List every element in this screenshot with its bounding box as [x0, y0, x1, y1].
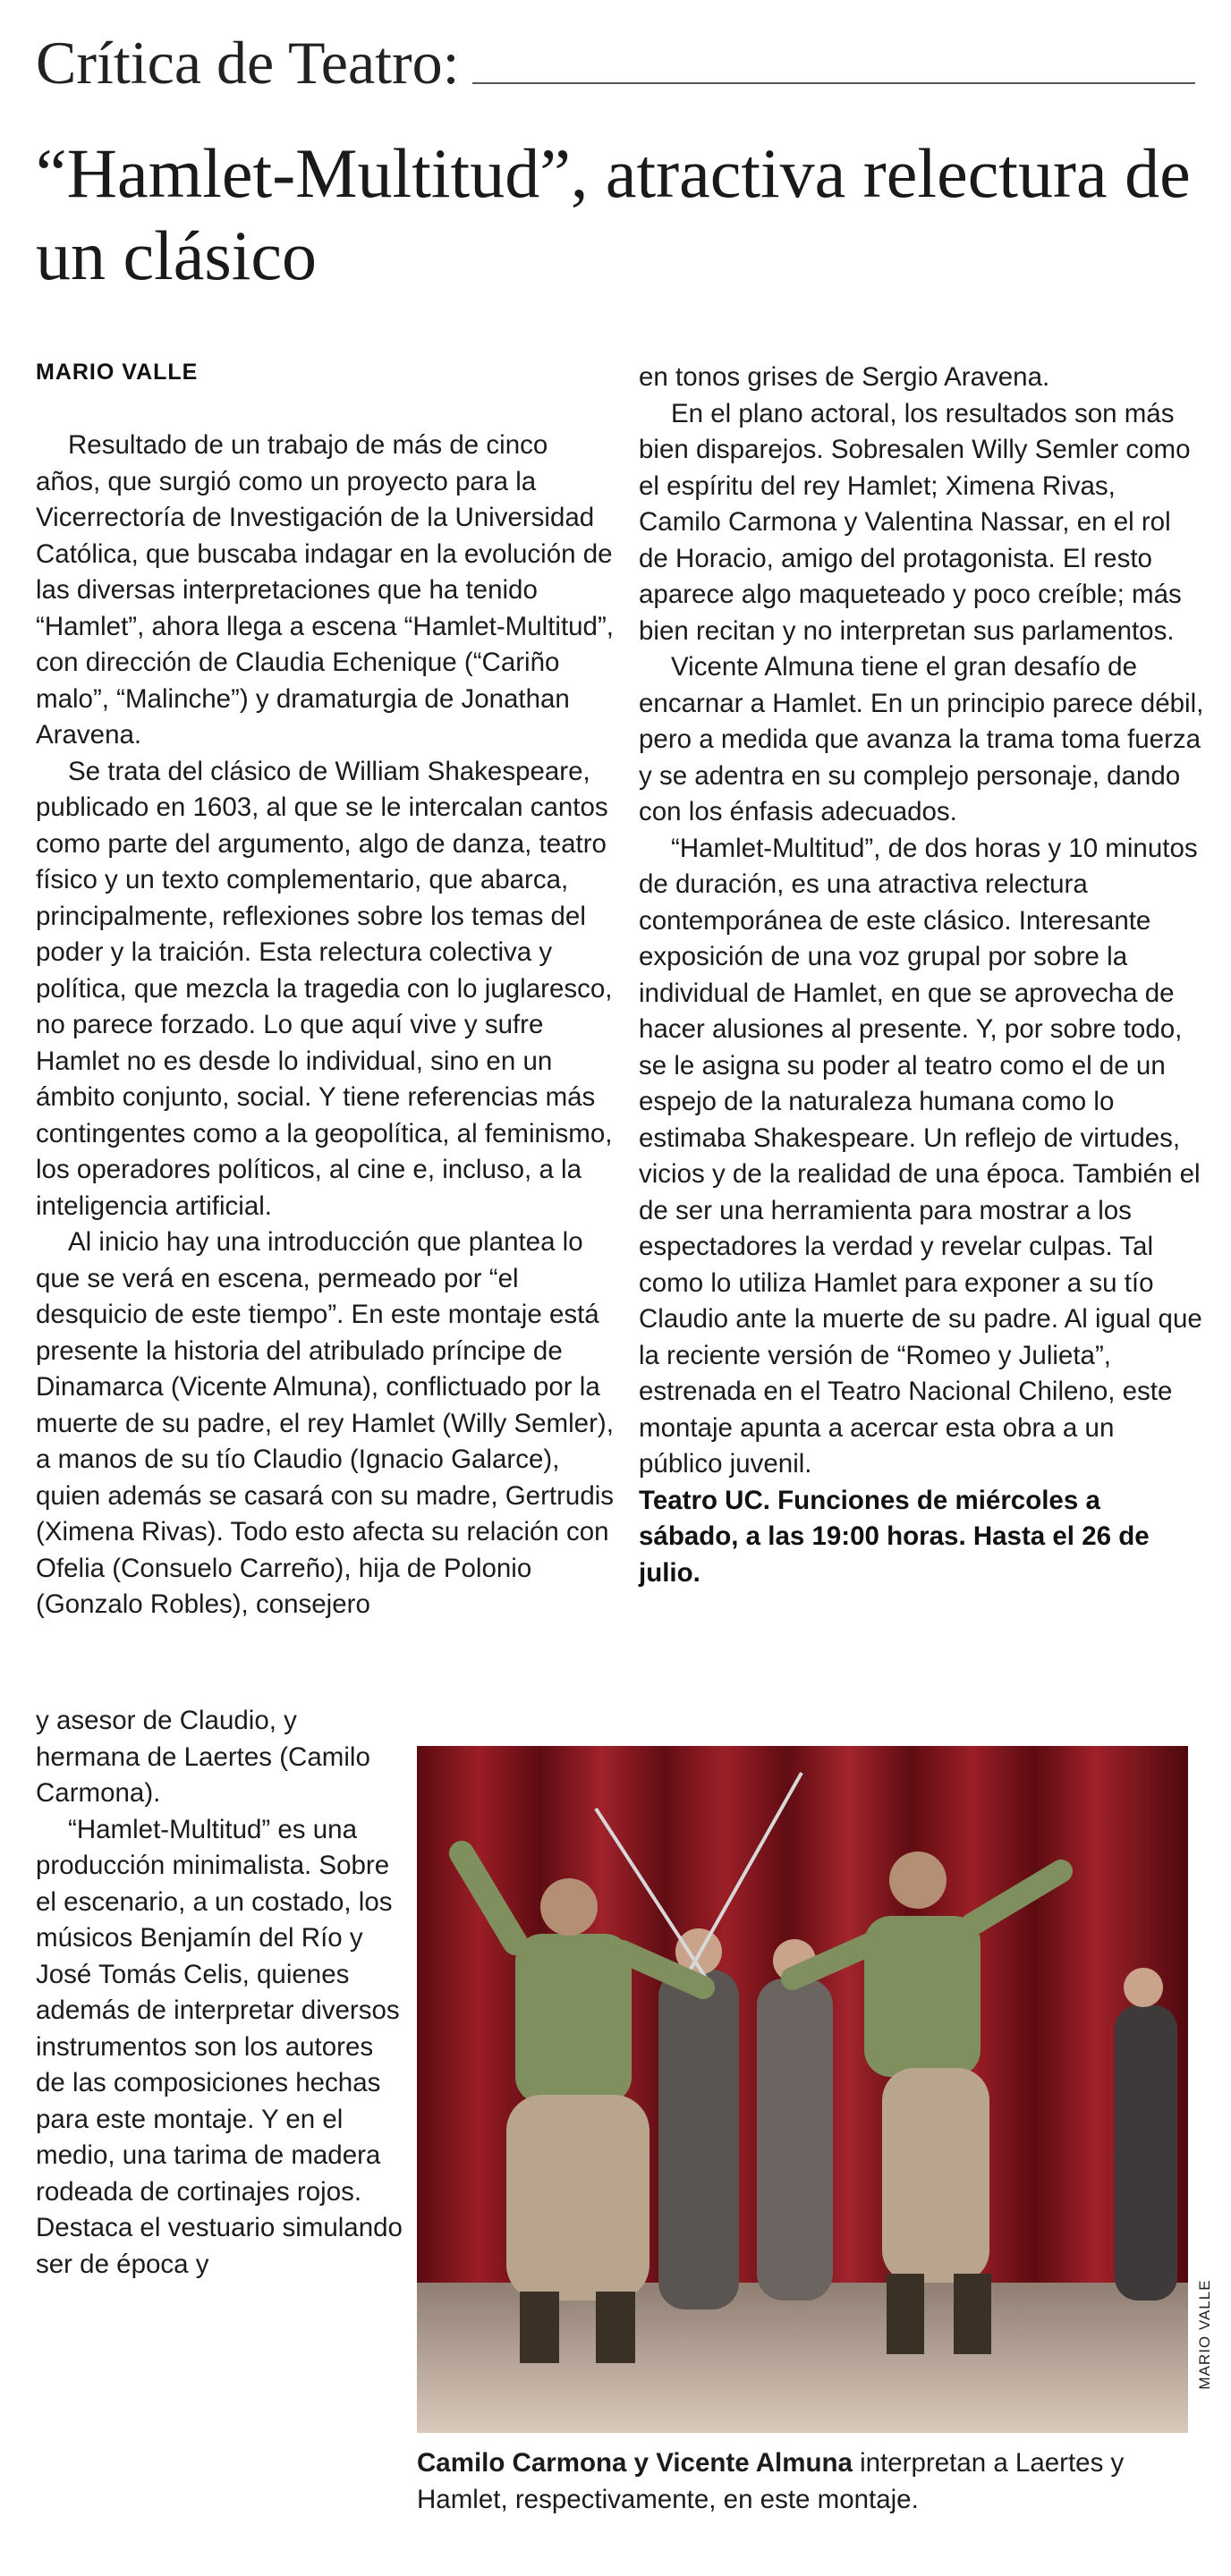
caption-text: interpretan a Laertes y Hamlet, respectivamente, en este montaje.: [417, 2448, 1125, 2514]
caption-names: Camilo Carmona y Vicente Almuna: [417, 2448, 853, 2478]
article-column-right: [639, 360, 1204, 1591]
paragraph: Vicente Almuna tiene el gran desafío de encarnar a Hamlet. En un principio parece débil, pero a medida que avanza la trama toma fuerza y se adentra en su complejo personaje, dando con los énfasis adecuados.: [639, 652, 1204, 826]
paragraph-continuation: y asesor de Claudio, y hermana de Laertes (Camilo Carmona).: [36, 1706, 370, 1808]
section-label: Crítica de Teatro:: [36, 27, 472, 98]
photo-caption: [417, 2445, 1204, 2518]
article-column-left-narrow: [36, 1703, 403, 2283]
performance-info: Teatro UC. Funciones de miércoles a sábado, a las 19:00 horas. Hasta el 26 de julio.: [639, 1485, 1150, 1588]
stage-photo-illustration: [417, 1746, 1188, 2433]
paragraph: En el plano actoral, los resultados son más bien disparejos. Sobresalen Willy Semler como el espíritu del rey Hamlet; Ximena Rivas, Camilo Carmona y Valentina Nassar, en el rol de Horacio, amigo del protagonista. El resto aparece algo maqueteado y poco creíble; más bien recitan y no interpretan sus parlamentos.: [639, 398, 1191, 646]
paragraph-continuation: en tonos grises de Sergio Aravena.: [639, 362, 1050, 392]
paragraph: “Hamlet-Multitud” es una producción minimalista. Sobre el escenario, a un costado, los músicos Benjamín del Río y José Tomás Celis, quienes además de interpretar diversos instrumentos son los autores de las composiciones hechas para este montaje. Y en el medio, una tarima de madera rodeada de cortinajes rojos. Destaca el vestuario simulando ser de época y: [36, 1814, 403, 2279]
photo-credit-text: MARIO VALLE: [1196, 2279, 1213, 2390]
paragraph: Al inicio hay una introducción que plantea lo que se verá en escena, permeado por “el desquicio de este tiempo”. En este montaje está presente la historia del atribulado príncipe de Dinamarca (Vicente Almuna), conflictuado por la muerte de su padre, el rey Hamlet (Willy Semler), a manos de su tío Claudio (Ignacio Galarce), quien además se casará con su madre, Gertrudis (Ximena Rivas). Todo esto afecta su relación con Ofelia (Consuelo Carreño), hija de Polonio (Gonzalo Robles), consejero: [36, 1227, 615, 1619]
paragraph: “Hamlet-Multitud”, de dos horas y 10 minutos de duración, es una atractiva relectura contemporánea de este clásico. Interesante exposición de una voz grupal por sobre la individual de Hamlet, en que se aprovecha de hacer alusiones al presente. Y, por sobre todo, se le asigna su poder al teatro como el de un espejo de la naturaleza humana como lo estimaba Shakespeare. Un reflejo de virtudes, vicios y de la realidad de una época. También el de ser una herramienta para mostrar a los espectadores la verdad y revelar culpas. Tal como lo utiliza Hamlet para exponer a su tío Claudio ante la muerte de su padre. Al igual que la reciente versión de “Romeo y Julieta”, estrenada en el Teatro Nacional Chileno, este montaje apunta a acercar esta obra a un público juvenil.: [639, 833, 1202, 1479]
article-column-left: [36, 428, 616, 1623]
paragraph: Resultado de un trabajo de más de cinco años, que surgió como un proyecto para la Vicerrectoría de Investigación de la Universidad Católica, que buscaba indagar en la evolución de las diversas interpretaciones que ha tenido “Hamlet”, ahora llega a escena “Hamlet-Multitud”, con dirección de Claudia Echenique (“Cariño malo”, “Malinche”) y dramaturgia de Jonathan Aravena.: [36, 430, 614, 750]
headline: “Hamlet-Multitud”, atractiva relectura de un clásico: [36, 134, 1191, 294]
stage-photo: [417, 1746, 1188, 2433]
paragraph: Se trata del clásico de William Shakespeare, publicado en 1603, al que se le intercalan cantos como parte del argumento, algo de danza, teatro físico y un texto complementario, que abarca, principalmente, reflexiones sobre los temas del poder y la traición. Esta relectura colectiva y política, que mezcla la tragedia con lo juglaresco, no parece forzado. Lo que aquí vive y sufre Hamlet no es desde lo individual, sino en un ámbito conjunto, social. Y tiene referencias más contingentes como a la geopolítica, al feminismo, los operadores políticos, al cine e, incluso, a la inteligencia artificial.: [36, 756, 613, 1221]
section-header: [36, 27, 1195, 98]
byline: MARIO VALLE: [36, 360, 199, 385]
photo-credit: [1192, 2272, 1218, 2415]
